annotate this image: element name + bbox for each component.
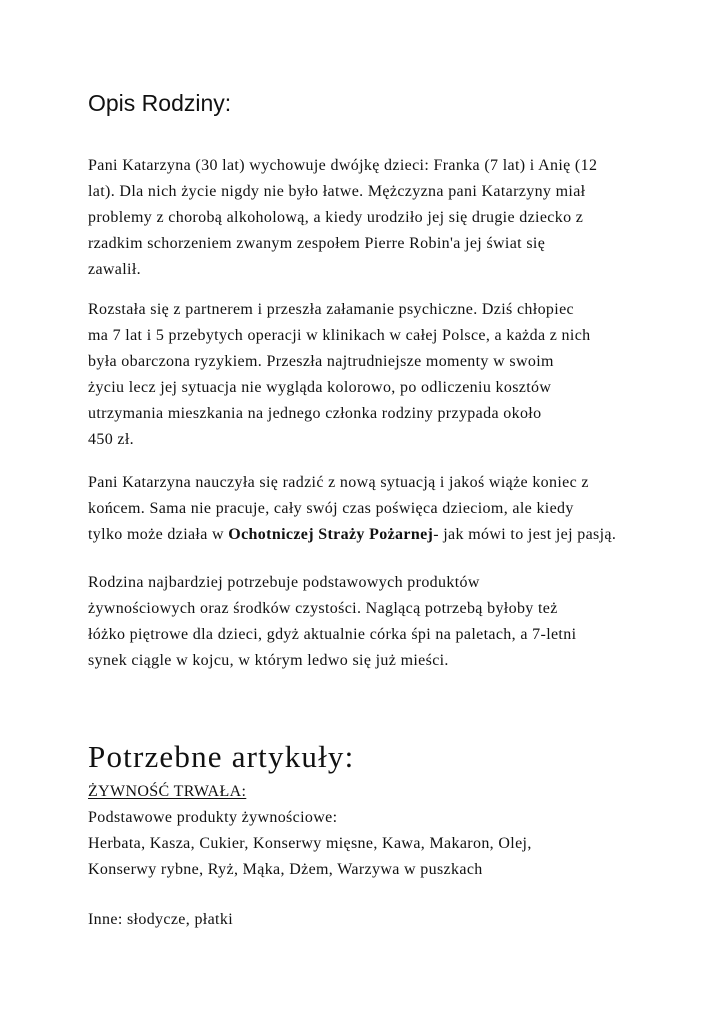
needs-list [88, 779, 648, 933]
text-line: 450 zł. [88, 431, 134, 448]
text-line: żywnościowych oraz środków czystości. Naglącą potrzebą byłoby też [88, 600, 558, 617]
text-line: Pani Katarzyna (30 lat) wychowuje dwójkę dzieci: Franka (7 lat) i Anię (12 [88, 157, 598, 174]
section-title-needed-items: Potrzebne artykuły: [88, 739, 355, 774]
text-line [88, 522, 648, 548]
paragraph-family-intro [88, 153, 648, 283]
text-fragment: - jak mówi to jest jej pasją. [433, 526, 617, 543]
text-line: łóżko piętrowe dla dzieci, gdyż aktualnie córka śpi na paletach, a 7-letni [88, 626, 577, 643]
text-line: lat). Dla nich życie nigdy nie było łatwe. Mężczyzna pani Katarzyny miał [88, 183, 586, 200]
text-line: Rodzina najbardziej potrzebuje podstawowych produktów [88, 574, 480, 591]
paragraph-coping [88, 470, 648, 548]
text-line: problemy z chorobą alkoholową, a kiedy urodziło jej się drugie dziecko z [88, 209, 584, 226]
basic-food-label: Podstawowe produkty żywnościowe: [88, 809, 338, 826]
text-fragment: tylko może działa w [88, 526, 229, 543]
text-line: zawalił. [88, 261, 141, 278]
text-line: rzadkim schorzeniem zwanym zespołem Pierre Robin'a jej świat się [88, 235, 546, 252]
text-line: synek ciągle w kojcu, w którym ledwo się już mieści. [88, 652, 449, 669]
basic-food-items: Herbata, Kasza, Cukier, Konserwy mięsne, Kawa, Makaron, Olej, [88, 835, 532, 852]
paragraph-family-situation [88, 297, 648, 453]
other-items: Inne: słodycze, płatki [88, 911, 233, 928]
fire-brigade-bold: Ochotniczej Straży Pożarnej [228, 526, 434, 543]
text-line: Pani Katarzyna nauczyła się radzić z nową sytuacją i jakoś wiąże koniec z [88, 474, 589, 491]
text-line: końcem. Sama nie pracuje, cały swój czas poświęca dzieciom, ale kiedy [88, 500, 574, 517]
text-line: Rozstała się z partnerem i przeszła załamanie psychiczne. Dziś chłopiec [88, 301, 574, 318]
basic-food-items: Konserwy rybne, Ryż, Mąka, Dżem, Warzywa w puszkach [88, 861, 483, 878]
text-line: była obarczona ryzykiem. Przeszła najtrudniejsze momenty w swoim [88, 353, 554, 370]
text-line: ma 7 lat i 5 przebytych operacji w klinikach w całej Polsce, a każda z nich [88, 327, 591, 344]
section-title-family-description: Opis Rodziny: [88, 90, 232, 116]
category-heading-durable-food: ŻYWNOŚĆ TRWAŁA: [88, 783, 247, 800]
text-line: życiu lecz jej sytuacja nie wygląda kolorowo, po odliczeniu kosztów [88, 379, 552, 396]
paragraph-needs-summary [88, 570, 648, 674]
text-line: utrzymania mieszkania na jednego członka rodziny przypada około [88, 405, 542, 422]
